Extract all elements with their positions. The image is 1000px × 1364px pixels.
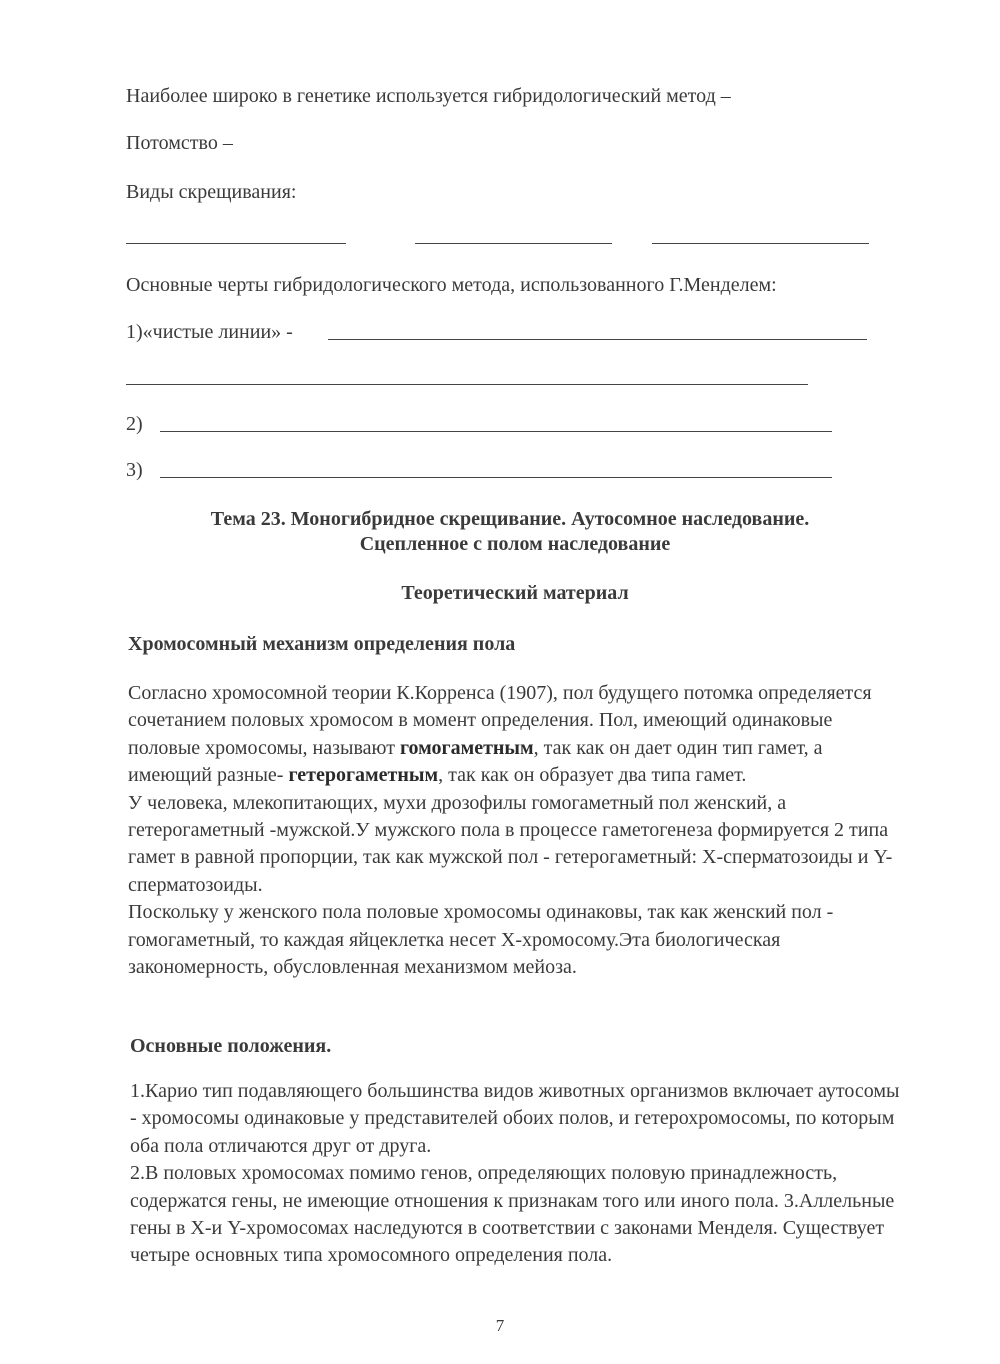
item-3-blank[interactable] <box>160 477 832 478</box>
section-1-heading: Хромосомный механизм определения пола <box>128 633 516 655</box>
cross-types-line: Виды скрещивания: <box>126 181 297 203</box>
heterogametic-term: гетерогаметным <box>288 764 439 787</box>
item-1-continuation-blank[interactable] <box>126 384 808 385</box>
section-1-paragraph-1: Согласно хромосомной теории К.Корренса (1907), пол будущего потомка определяется сочетанием половых хромосом в момент определения. Пол, имеющий одинаковые половые хромосомы, называют гомогаметным, так как он дает один тип гамет, а имеющий разные- гетерогаметным, так как он образует два типа гамет. <box>128 682 872 787</box>
topic-title-line-2: Сцепленное с полом наследование <box>359 533 671 555</box>
page-number: 7 <box>495 1316 505 1335</box>
section-2-paragraph-1: 1.Карио тип подавляющего большинства видов животных организмов включает аутосомы - хромосомы одинаковые у представителей обоих полов, и гетерохромосомы, по которым оба пола отличаются друг от друга. <box>130 1080 900 1157</box>
cross-type-blank-2[interactable] <box>415 243 612 244</box>
section-1-body <box>128 680 898 981</box>
section-2-heading: Основные положения. <box>130 1035 332 1057</box>
section-1-paragraph-2: У человека, млекопитающих, мухи дрозофилы гомогаметный пол женский, а гетерогаметный -мужской.У мужского пола в процессе гаметогенеза формируется 2 типа гамет в равной пропорции, так как мужской пол - гетерогаметный: X-сперматозоиды и Y-сперматозоиды. <box>128 791 893 896</box>
offspring-line: Потомство – <box>126 132 233 154</box>
topic-subtitle: Теоретический материал <box>401 582 629 604</box>
topic-title-line-1: Тема 23. Моногибридное скрещивание. Аутосомное наследование. <box>210 508 810 530</box>
item-1-label: 1)«чистые линии» - <box>126 321 293 343</box>
item-3-label: 3) <box>126 459 143 481</box>
section-1-paragraph-3: Поскольку у женского пола половые хромосомы одинаковы, так как женский пол - гомогаметный, то каждая яйцеклетка несет X-хромосому.Эта биологическая закономерность, обусловленная механизмом мейоза. <box>128 901 834 979</box>
cross-type-blank-3[interactable] <box>652 243 869 244</box>
method-line: Наиболее широко в генетике используется гибридологический метод – <box>126 85 731 107</box>
homogametic-term: гомогаметным <box>399 736 534 759</box>
cross-type-blank-1[interactable] <box>126 243 346 244</box>
item-2-blank[interactable] <box>160 431 832 432</box>
section-2-body <box>130 1078 900 1270</box>
features-line: Основные черты гибридологического метода, использованного Г.Менделем: <box>126 274 777 296</box>
section-2-paragraph-2: 2.В половых хромосомах помимо генов, определяющих половую принадлежность, содержатся гены, не имеющие отношения к признакам того или иного пола. 3.Аллельные гены в X-и Y-хромосомах наследуются в соответствии с законами Менделя. Существует четыре основных типа хромосомного определения пола. <box>130 1162 895 1267</box>
item-2-label: 2) <box>126 413 143 435</box>
item-1-blank[interactable] <box>328 339 867 340</box>
